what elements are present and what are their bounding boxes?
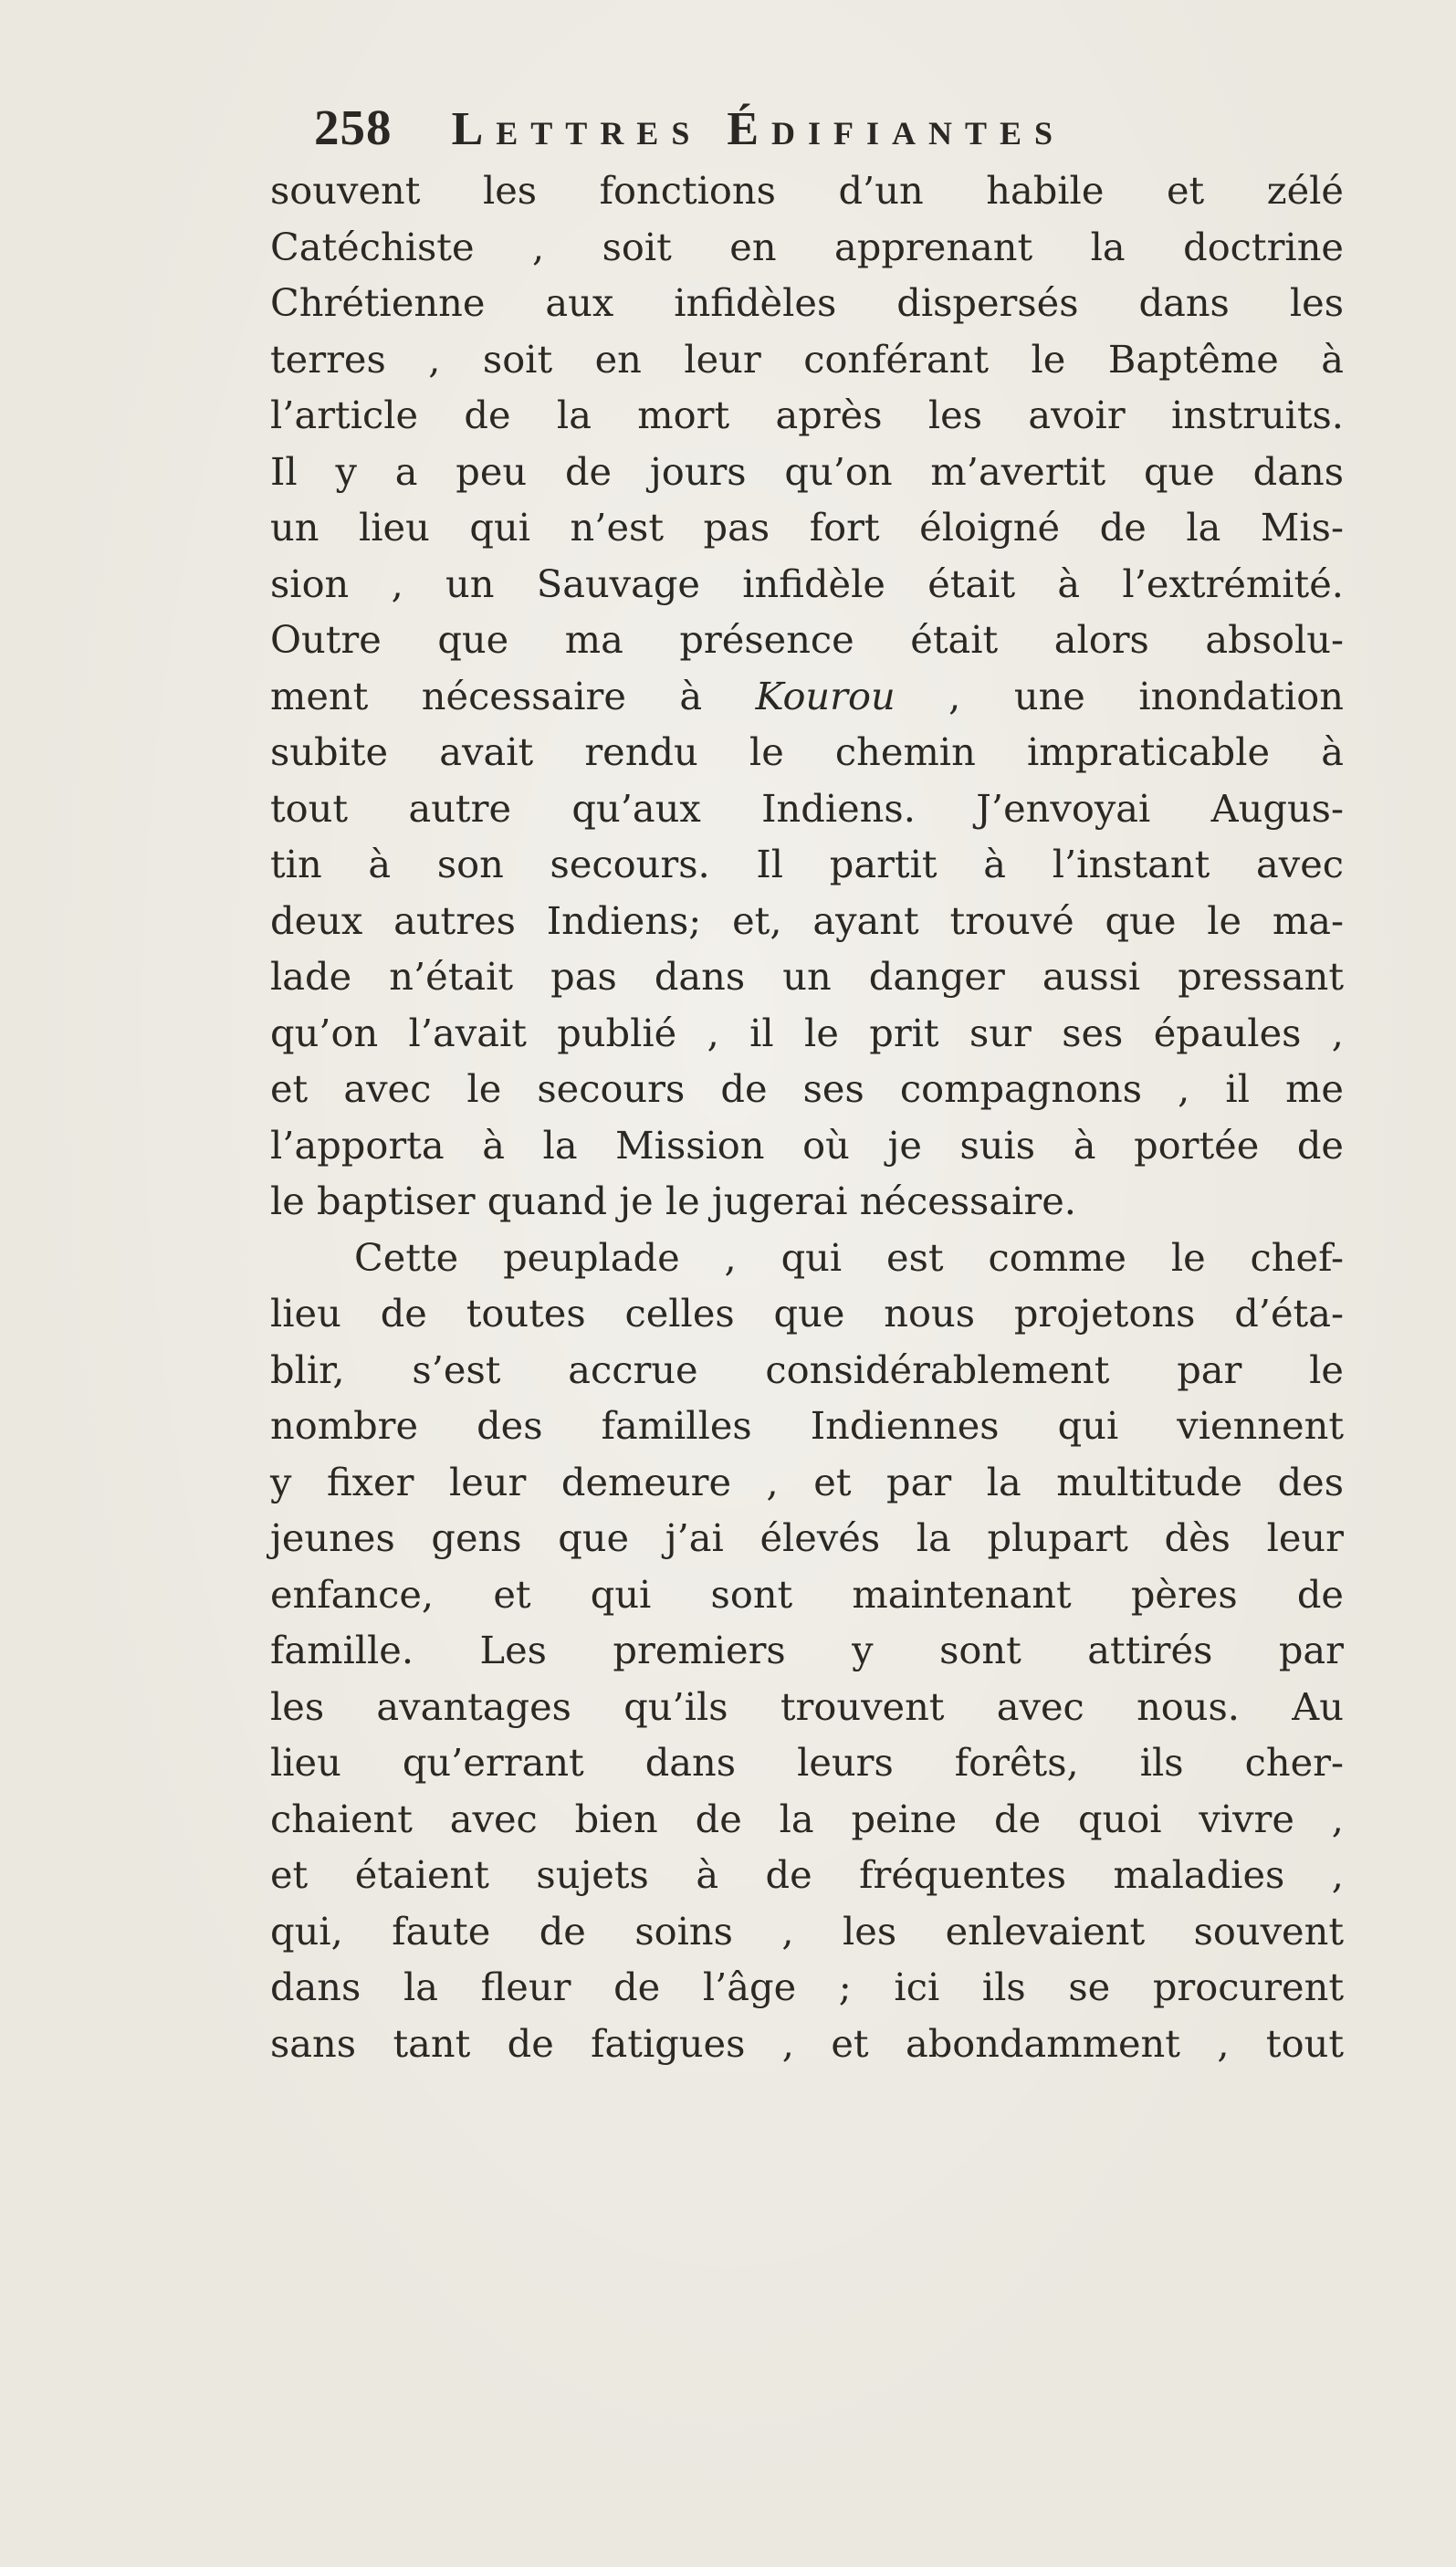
place-name-kourou: Kourou — [755, 673, 896, 718]
text-line: subite avait rendu le chemin impraticable à — [270, 729, 1344, 774]
body-text — [270, 162, 1344, 2071]
page-number: 258 — [314, 100, 393, 155]
text-line: dans la fleur de l’âge ; ici ils se procurent — [270, 1965, 1344, 2009]
text-line: sion , un Sauvage infidèle était à l’extrémité. — [270, 561, 1344, 606]
text-line: Cette peuplade , qui est comme le chef- — [354, 1234, 1344, 1280]
text-line: lieu de toutes celles que nous projetons d’éta- — [270, 1291, 1344, 1336]
text-line: Catéchiste , soit en apprenant la doctrine — [270, 224, 1344, 269]
text-line: enfance, et qui sont maintenant pères de — [270, 1571, 1344, 1617]
text-line: blir, s’est accrue considérablement par le — [270, 1346, 1344, 1392]
text-line: tin à son secours. Il partit à l’instant avec — [270, 842, 1344, 886]
text-line: famille. Les premiers y sont attirés par — [270, 1628, 1344, 1672]
text-line: Outre que ma présence était alors absolu- — [270, 617, 1344, 662]
text-line: qu’on l’avait publié , il le prit sur ses épaules , — [270, 1010, 1344, 1055]
text-segment: , une inondation — [895, 673, 1345, 718]
text-line: lieu qu’errant dans leurs forêts, ils cher- — [270, 1740, 1344, 1785]
text-line: l’apporta à la Mission où je suis à portée de — [270, 1122, 1344, 1168]
text-line: un lieu qui n’est pas fort éloigné de la Mis- — [270, 505, 1344, 550]
text-line: le baptiser quand je le jugerai nécessaire. — [270, 1179, 1076, 1223]
text-line — [270, 668, 1344, 725]
text-line: terres , soit en leur conférant le Baptême à — [270, 336, 1344, 382]
text-line: tout autre qu’aux Indiens. J’envoyai Augus- — [270, 785, 1344, 831]
text-line: chaient avec bien de la peine de quoi vivre , — [270, 1796, 1344, 1841]
text-line: nombre des familles Indiennes qui viennent — [270, 1403, 1344, 1448]
text-line: et étaient sujets à de fréquentes maladies , — [270, 1852, 1344, 1897]
running-title: Lettres Édifiantes — [451, 103, 1066, 155]
text-line: Chrétienne aux infidèles dispersés dans les — [270, 280, 1344, 325]
text-line: les avantages qu’ils trouvent avec nous. Au — [270, 1683, 1344, 1729]
page-header — [314, 99, 1227, 162]
text-line: l’article de la mort après les avoir instruits. — [270, 393, 1344, 437]
text-line: lade n’était pas dans un danger aussi pressant — [270, 954, 1344, 999]
text-line: deux autres Indiens; et, ayant trouvé que le ma- — [270, 897, 1344, 943]
text-line: sans tant de fatigues , et abondamment , tout — [270, 2020, 1344, 2066]
text-line: souvent les fonctions d’un habile et zélé — [270, 168, 1344, 213]
text-line: jeunes gens que j’ai élevés la plupart dès leur — [270, 1515, 1344, 1560]
text-line: qui, faute de soins , les enlevaient souvent — [270, 1908, 1344, 1954]
text-segment: ment nécessaire à — [270, 673, 756, 718]
text-line: et avec le secours de ses compagnons , il me — [270, 1066, 1344, 1111]
text-line: y fixer leur demeure , et par la multitude des — [270, 1459, 1344, 1504]
text-line: Il y a peu de jours qu’on m’avertit que dans — [270, 448, 1344, 494]
